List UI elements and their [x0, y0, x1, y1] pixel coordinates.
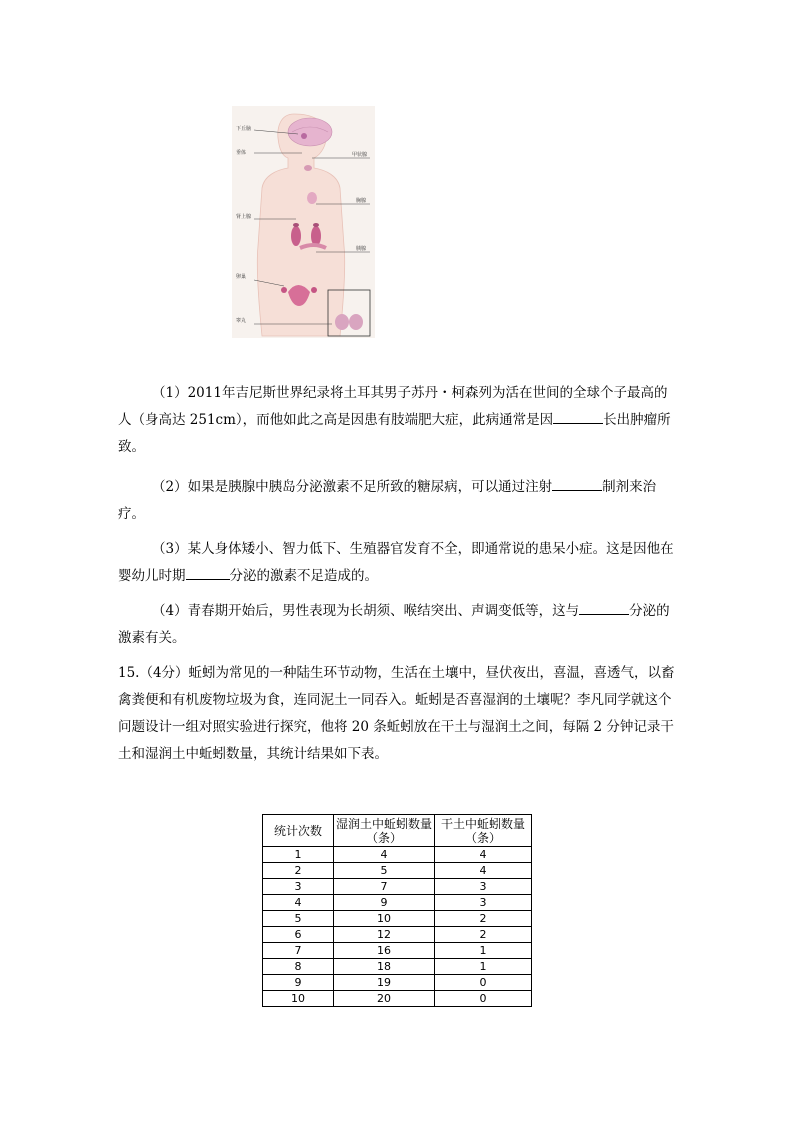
table-cell: 1 [263, 847, 334, 863]
table-cell: 18 [334, 959, 435, 975]
table-row [263, 863, 532, 879]
answer-blank-4[interactable] [579, 602, 629, 615]
table-row [263, 927, 532, 943]
label-adrenal: 肾上腺 [236, 214, 252, 220]
table-row [263, 975, 532, 991]
table-cell: 5 [334, 863, 435, 879]
question-1-text-a: （1）2011年吉尼斯世界纪录将土耳其男子苏丹・柯森列为活在世间的全球个子最高的人（身高达 251cm），而他如此之高是因患有肢端肥大症，此病通常是因 [118, 385, 668, 428]
table-cell: 3 [435, 895, 532, 911]
table-cell: 1 [435, 959, 532, 975]
table-cell: 4 [435, 847, 532, 863]
question-2-text-a: （2）如果是胰腺中胰岛分泌激素不足所致的糖尿病，可以通过注射 [152, 479, 553, 495]
question-2 [118, 474, 678, 528]
table-row [263, 911, 532, 927]
table-cell: 7 [263, 943, 334, 959]
table-cell: 7 [334, 879, 435, 895]
table-cell: 20 [334, 991, 435, 1007]
table-row [263, 943, 532, 959]
question-1-text-b: 长出肿瘤所致。 [118, 412, 671, 455]
table-cell: 4 [334, 847, 435, 863]
endocrine-system-figure [232, 106, 375, 338]
answer-blank-3[interactable] [186, 567, 230, 580]
table-cell: 9 [334, 895, 435, 911]
label-thymus: 胸腺 [356, 198, 367, 204]
table-cell: 0 [435, 991, 532, 1007]
table-cell: 2 [435, 911, 532, 927]
table-cell: 19 [334, 975, 435, 991]
table-cell: 10 [263, 991, 334, 1007]
question-3-text-b: 分泌的激素不足造成的。 [229, 568, 378, 584]
label-testis: 睾丸 [236, 318, 247, 324]
question-3 [118, 536, 678, 590]
question-2-text-b: 制剂来治疗。 [118, 479, 657, 522]
table-cell: 10 [334, 911, 435, 927]
table-cell: 4 [263, 895, 334, 911]
question-4-text-b: 分泌的激素有关。 [118, 603, 670, 646]
table-cell: 5 [263, 911, 334, 927]
body-illustration [232, 106, 375, 338]
answer-blank-1[interactable] [553, 411, 603, 424]
label-pancreas: 胰腺 [356, 246, 367, 252]
table-cell: 4 [435, 863, 532, 879]
label-thyroid: 甲状腺 [352, 152, 368, 158]
question-15 [118, 660, 678, 768]
table-header-row [263, 815, 532, 847]
table-row [263, 879, 532, 895]
table-cell: 16 [334, 943, 435, 959]
question-15-text: 15.（4分）蚯蚓为常见的一种陆生环节动物，生活在土壤中，昼伏夜出，喜温，喜透气，以畜禽粪便和有机废物垃圾为食，连同泥土一同吞入。蚯蚓是否喜湿润的土壤呢？李凡同学就这个问题设计一组对照实验进行探究，他将 20 条蚯蚓放在干土与湿润土之间，每隔 2 分钟记录干土和湿润土中蚯蚓数量，其统计结果如下表。 [118, 665, 675, 762]
table-body [263, 847, 532, 1007]
table-cell: 1 [435, 943, 532, 959]
table-row [263, 991, 532, 1007]
table-row [263, 847, 532, 863]
header-count: 统计次数 [263, 815, 334, 847]
question-4-text-a: （4）青春期开始后，男性表现为长胡须、喉结突出、声调变低等，这与 [152, 603, 580, 619]
header-wet-soil: 湿润土中蚯蚓数量（条） [334, 815, 435, 847]
table-cell: 8 [263, 959, 334, 975]
earthworm-count-table [262, 814, 532, 1007]
answer-blank-2[interactable] [552, 478, 602, 491]
label-ovary: 卵巢 [236, 274, 247, 280]
table-cell: 2 [263, 863, 334, 879]
question-4 [118, 598, 678, 652]
table-cell: 2 [435, 927, 532, 943]
label-hypothalamus: 下丘脑 [236, 126, 252, 132]
table-row [263, 895, 532, 911]
table-cell: 0 [435, 975, 532, 991]
table-cell: 9 [263, 975, 334, 991]
question-1 [118, 380, 678, 461]
label-pituitary: 垂体 [236, 150, 247, 156]
table-cell: 3 [263, 879, 334, 895]
table-row [263, 959, 532, 975]
table-cell: 12 [334, 927, 435, 943]
table-cell: 3 [435, 879, 532, 895]
header-dry-soil: 干土中蚯蚓数量（条） [435, 815, 532, 847]
question-3-text-a: （3）某人身体矮小、智力低下、生殖器官发育不全，即通常说的患呆小症。这是因他在婴幼儿时期 [118, 541, 674, 584]
table-cell: 6 [263, 927, 334, 943]
